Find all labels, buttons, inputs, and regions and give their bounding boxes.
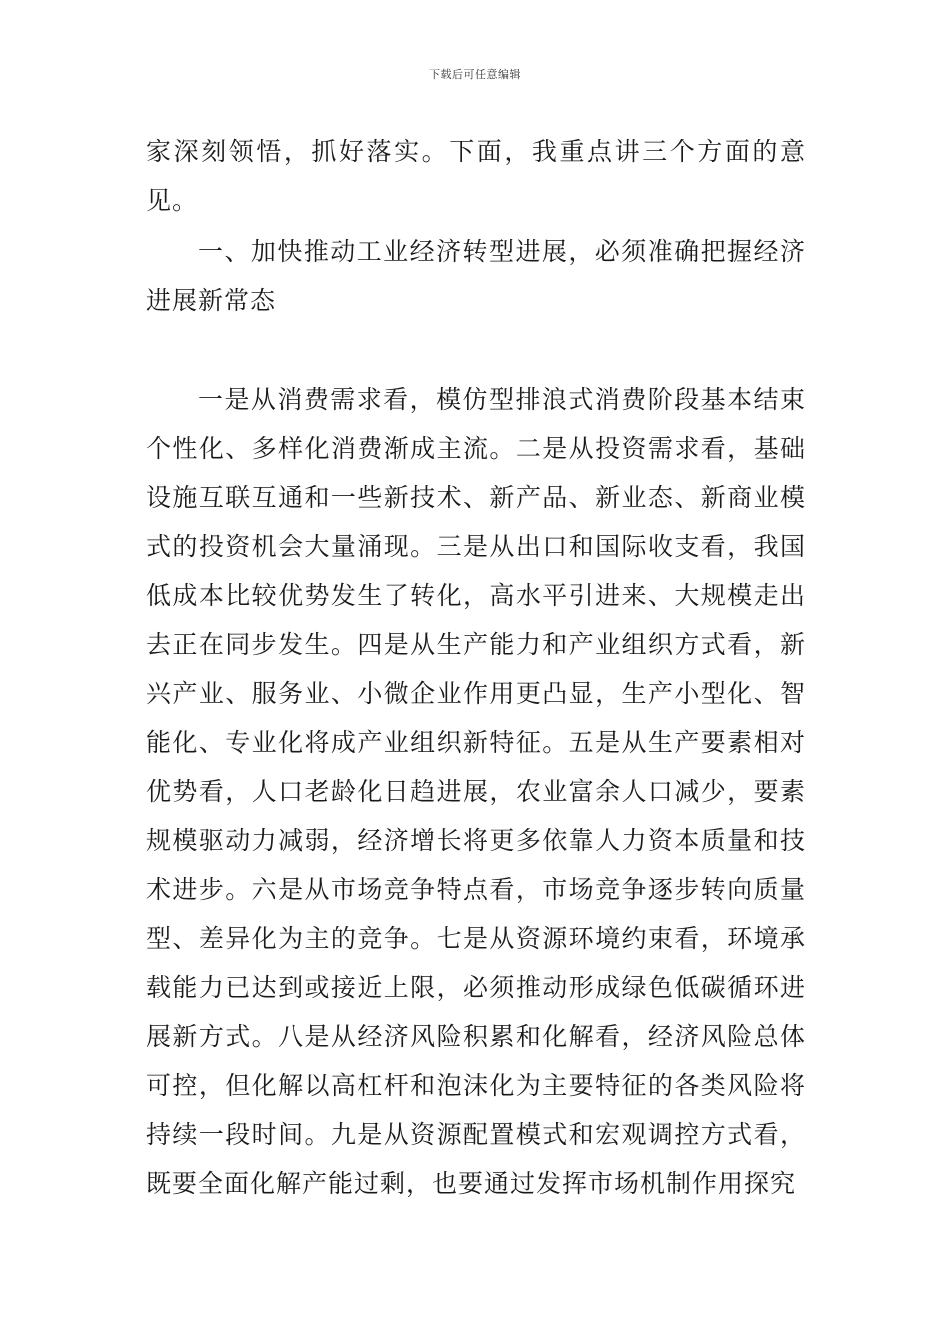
section-heading: 一、加快推动工业经济转型进展，必须准确把握经济进展新常态 xyxy=(146,237,806,315)
paragraph-intro: 家深刻领悟，抓好落实。下面，我重点讲三个方面的意见。 xyxy=(146,137,806,215)
download-note: 下载后可任意编辑 xyxy=(429,68,521,81)
paragraph-body: 一是从消费需求看，模仿型排浪式消费阶段基本结束个性化、多样化消费渐成主流。二是从投资需求看，基础设施互联互通和一些新技术、新产品、新业态、新商业模式的投资机会大量涌现。三是从出口和国际收支看，我国低成本比较优势发生了转化，高水平引进来、大规模走出去正在同步发生。四是从生产能力和产业组织方式看，新兴产业、服务业、小微企业作用更凸显，生产小型化、智能化、专业化将成产业组织新特征。五是从生产要素相对优势看，人口老龄化日趋进展，农业富余人口减少，要素规模驱动力减弱，经济增长将更多依靠人力资本质量和技术进步。六是从市场竞争特点看，市场竞争逐步转向质量型、差异化为主的竞争。七是从资源环境约束看，环境承载能力已达到或接近上限，必须推动形成绿色低碳循环进展新方式。八是从经济风险积累和化解看，经济风险总体可控，但化解以高杠杆和泡沫化为主要特征的各类风险将持续一段时间。九是从资源配置模式和宏观调控方式看，既要全面化解产能过剩，也要通过发挥市场机制作用探究 xyxy=(146,385,806,1198)
